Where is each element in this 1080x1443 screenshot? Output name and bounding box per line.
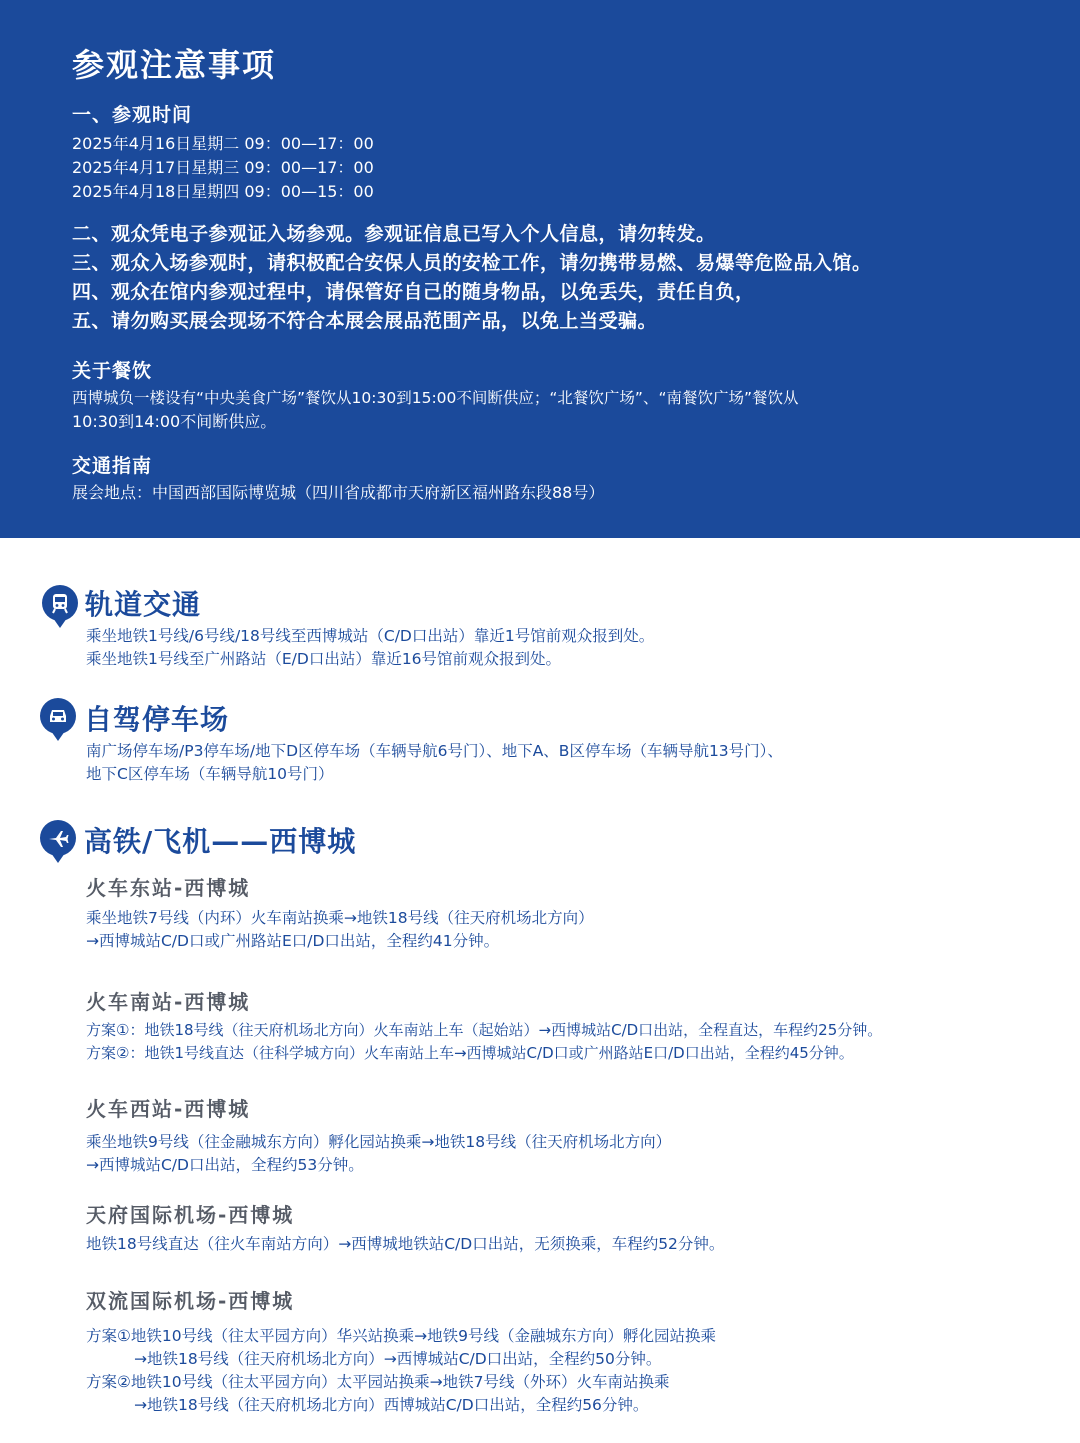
route-title: 火车西站-西博城 xyxy=(86,1097,251,1121)
venue-address: 展会地点：中国西部国际博览城（四川省成都市天府新区福州路东段88号） xyxy=(72,483,605,502)
dining-heading: 关于餐饮 xyxy=(72,360,153,382)
notice-panel xyxy=(0,0,1080,538)
rule-item: 三、观众入场参观时，请积极配合安保人员的安检工作，请勿携带易燃、易爆等危险品入馆。 xyxy=(72,252,872,274)
route-line: 乘坐地铁7号线（内环）火车南站换乘→地铁18号线（往天府机场北方向） xyxy=(86,909,594,927)
parking-line: 南广场停车场/P3停车场/地下D区停车场（车辆导航6号门）、地下A、B区停车场（车辆导航13号门）、 xyxy=(86,742,783,760)
route-line: 方案②地铁10号线（往太平园方向）太平园站换乘→地铁7号线（外环）火车南站换乘 xyxy=(86,1373,670,1391)
route-line: 方案②：地铁1号线直达（往科学城方向）火车南站上车→西博城站C/D口或广州路站E口/D口出站，全程约45分钟。 xyxy=(86,1044,854,1062)
rail-line: 乘坐地铁1号线/6号线/18号线至西博城站（C/D口出站）靠近1号馆前观众报到处。 xyxy=(86,627,655,645)
visit-time-heading: 一、参观时间 xyxy=(72,104,193,126)
rule-item: 四、观众在馆内参观过程中，请保管好自己的随身物品，以免丢失，责任自负， xyxy=(72,281,755,303)
route-title: 天府国际机场-西博城 xyxy=(86,1203,295,1227)
route-title: 火车东站-西博城 xyxy=(86,876,251,900)
route-line: 方案①：地铁18号线（往天府机场北方向）火车南站上车（起始站）→西博城站C/D口出站，全程直达，车程约25分钟。 xyxy=(86,1021,883,1039)
rule-item: 二、观众凭电子参观证入场参观。参观证信息已写入个人信息，请勿转发。 xyxy=(72,223,716,245)
traffic-heading: 交通指南 xyxy=(72,455,153,477)
parking-line: 地下C区停车场（车辆导航10号门） xyxy=(86,765,334,783)
page-title: 参观注意事项 xyxy=(72,46,277,84)
parking-section-title: 自驾停车场 xyxy=(84,703,230,736)
visit-time-line: 2025年4月18日星期四 09：00—15：00 xyxy=(72,182,374,201)
rail-line: 乘坐地铁1号线至广州路站（E/D口出站）靠近16号馆前观众报到处。 xyxy=(86,650,562,668)
route-title: 火车南站-西博城 xyxy=(86,990,251,1014)
route-line: →地铁18号线（往天府机场北方向）西博城站C/D口出站，全程约56分钟。 xyxy=(134,1396,649,1414)
visit-time-line: 2025年4月16日星期二 09：00—17：00 xyxy=(72,134,374,153)
route-title: 双流国际机场-西博城 xyxy=(86,1289,295,1313)
rule-item: 五、请勿购买展会现场不符合本展会展品范围产品，以免上当受骗。 xyxy=(72,310,658,332)
route-line: →地铁18号线（往天府机场北方向）→西博城站C/D口出站，全程约50分钟。 xyxy=(134,1350,662,1368)
rail-air-section-title: 高铁/飞机——西博城 xyxy=(84,825,357,858)
visit-time-line: 2025年4月17日星期三 09：00—17：00 xyxy=(72,158,374,177)
route-line: →西博城站C/D口或广州路站E口/D口出站，全程约41分钟。 xyxy=(86,932,500,950)
dining-text: 10:30到14:00不间断供应。 xyxy=(72,412,277,431)
plane-icon xyxy=(40,820,76,856)
rail-section-title: 轨道交通 xyxy=(85,588,202,621)
route-line: →西博城站C/D口出站，全程约53分钟。 xyxy=(86,1156,364,1174)
route-line: 地铁18号线直达（往火车南站方向）→西博城地铁站C/D口出站，无须换乘，车程约52分钟。 xyxy=(86,1235,725,1253)
dining-text: 西博城负一楼设有“中央美食广场”餐饮从10:30到15:00不间断供应；“北餐饮广场”、“南餐饮广场”餐饮从 xyxy=(72,389,799,407)
route-line: 乘坐地铁9号线（往金融城东方向）孵化园站换乘→地铁18号线（往天府机场北方向） xyxy=(86,1133,672,1151)
car-icon xyxy=(40,698,76,734)
metro-icon xyxy=(42,585,78,621)
route-line: 方案①地铁10号线（往太平园方向）华兴站换乘→地铁9号线（金融城东方向）孵化园站换乘 xyxy=(86,1327,716,1345)
